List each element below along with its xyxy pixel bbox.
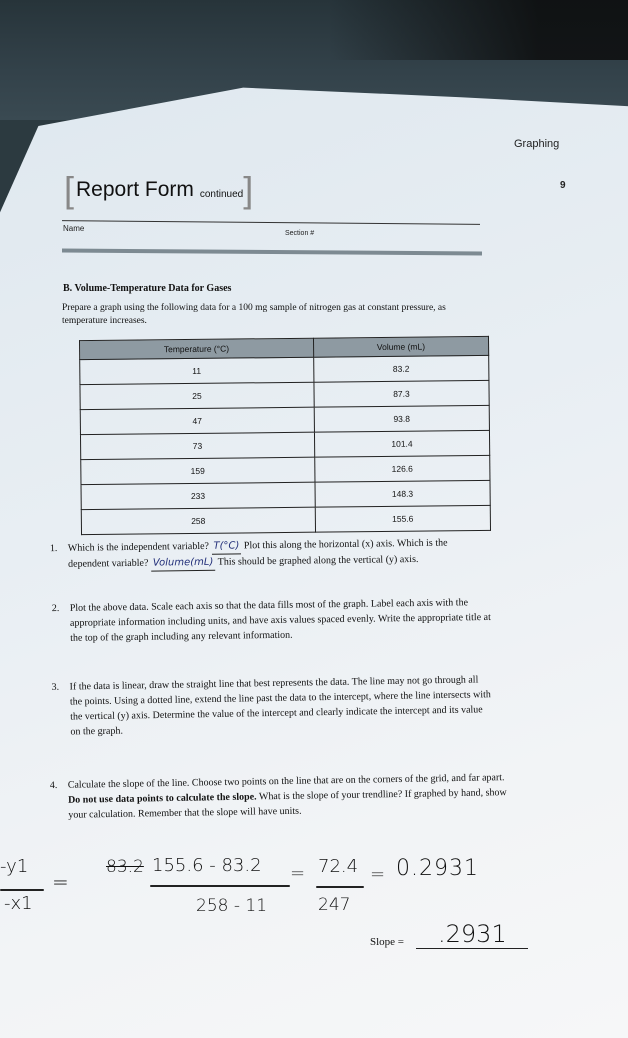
question-1: [50, 535, 490, 573]
page-title: Report Form: [76, 178, 194, 201]
question-3: [52, 672, 493, 740]
handwritten-lhs-denominator: -x1: [4, 893, 33, 914]
report-form-title: [64, 169, 254, 210]
bracket-right: ]: [243, 169, 254, 210]
volume-cell: 83.2: [313, 355, 489, 382]
temperature-cell: 11: [80, 357, 314, 384]
handwritten-result: 0.2931: [396, 856, 479, 881]
bracket-left: [: [64, 169, 75, 210]
question-2: [52, 595, 493, 646]
slope-label: Slope =: [370, 936, 405, 948]
page-number: 9: [560, 180, 566, 191]
handwritten-numerator: 155.6 - 83.2: [152, 855, 262, 876]
fraction-bar: [0, 889, 44, 891]
temperature-cell: 47: [80, 407, 314, 434]
question-text: What is the slope of your trendline? If graphed by hand, show your calculation. Remember that the slope will have units.: [68, 787, 507, 821]
column-header-temperature: Temperature (°C): [79, 338, 313, 359]
question-number: 1.: [49, 542, 58, 555]
section-label: Section #: [285, 230, 315, 237]
fraction-bar: [316, 886, 364, 888]
independent-variable-answer[interactable]: T(°C): [211, 538, 241, 554]
volume-cell: 155.6: [315, 505, 491, 532]
question-emphasis: Do not use data points to calculate the slope.: [67, 791, 257, 806]
question-text: Calculate the slope of the line. Choose two points on the line that are on the corners of the grid, and far apart.: [67, 772, 505, 791]
column-header-volume: Volume (mL): [313, 336, 488, 357]
temperature-cell: 258: [81, 507, 315, 534]
handwritten-denominator: 247: [318, 895, 351, 915]
name-label: Name: [63, 224, 85, 233]
question-number: 3.: [51, 681, 60, 693]
temperature-cell: 73: [80, 432, 314, 459]
question-text: Plot this along the horizontal (x) axis. Which is the dependent variable?: [68, 537, 448, 570]
handwritten-numerator: 72.4: [318, 856, 359, 877]
crossed-out-value: 83.2: [106, 857, 144, 877]
temperature-cell: 159: [81, 457, 315, 484]
volume-temperature-table: [79, 336, 491, 535]
section-heading: B. Volume-Temperature Data for Gases: [63, 283, 232, 294]
volume-cell: 87.3: [314, 380, 490, 407]
question-body: [68, 770, 519, 823]
temperature-cell: 25: [80, 382, 314, 409]
fraction-bar: [150, 885, 290, 887]
question-text: Which is the independent variable?: [67, 540, 210, 554]
handwritten-denominator: 258 - 11: [196, 896, 268, 916]
temperature-cell: 233: [81, 482, 315, 509]
slope-answer-line: [416, 948, 528, 949]
volume-cell: 93.8: [314, 405, 490, 432]
question-body: [68, 535, 490, 573]
handwritten-lhs-numerator: -y1: [0, 856, 29, 877]
question-text: This should be graphed along the vertical (y) axis.: [217, 553, 419, 568]
dependent-variable-answer[interactable]: Volume(mL): [151, 555, 216, 572]
volume-cell: 148.3: [315, 480, 491, 507]
question-4: [50, 770, 519, 823]
question-number: 4.: [49, 779, 58, 792]
equals-sign: =: [290, 863, 306, 884]
section-intro: Prepare a graph using the following data for a 100 mg sample of nitrogen gas at constant pressure, as temperature increases.: [62, 303, 446, 326]
volume-cell: 101.4: [314, 430, 490, 457]
table-row: [81, 505, 490, 534]
volume-cell: 126.6: [314, 455, 490, 482]
equals-sign: =: [52, 870, 69, 894]
question-text: Plot the above data. Scale each axis so that the data fills most of the graph. Label each axis with the appropriate information including units, and have axis values spaced evenly. Write the appropriate title at the top of the graph including any relevant information.: [69, 597, 491, 644]
equals-sign: =: [370, 864, 386, 885]
page-title-suffix: continued: [199, 189, 244, 200]
question-number: 2.: [51, 602, 60, 615]
background-shadow: [328, 0, 628, 60]
question-text: If the data is linear, draw the straight line that best represents the data. The line may not go through all the points. Using a dotted line, extend the line past the data to the intercept, where the line intersects with the vertical (y) axis. Determine the value of the intercept and clearly indicate the intercept and its value on the graph.: [69, 674, 491, 738]
slope-answer[interactable]: .2931: [438, 920, 507, 948]
chapter-header: Graphing: [514, 138, 560, 150]
